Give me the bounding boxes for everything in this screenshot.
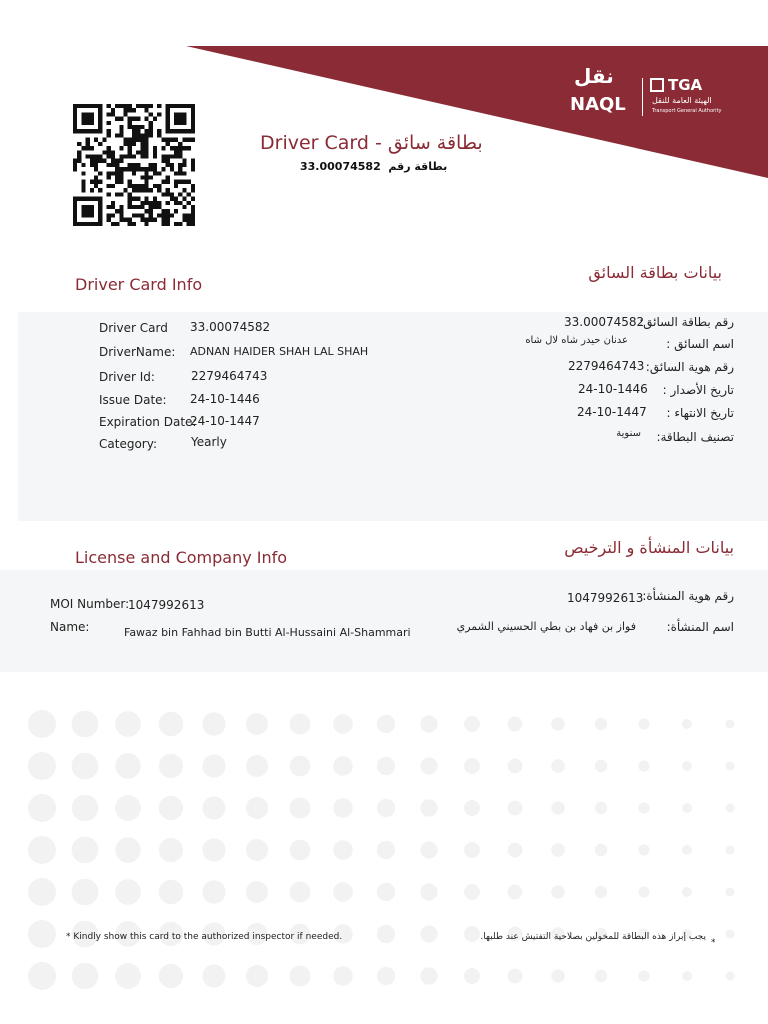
company-name-value-arabic: فواز بن فهاد بن بطي الحسيني الشمري: [456, 620, 636, 633]
field-label: Driver Id:: [99, 370, 155, 384]
background-dot-pattern: [0, 690, 768, 990]
field-value: 33.00074582: [190, 320, 271, 334]
company-name-value: Fawaz bin Fahhad bin Butti Al-Hussaini Al-Shammari: [124, 626, 411, 639]
field-value: 24-10-1446: [190, 392, 260, 406]
field-value-arabic: 24-10-1446: [578, 382, 648, 396]
naql-logo: NAQL: [570, 94, 626, 115]
footer-note: * Kindly show this card to the authorized inspector if needed.: [66, 932, 343, 942]
page-title: Driver Card - بطاقة سائق: [260, 132, 483, 154]
field-label: Category:: [99, 437, 157, 451]
field-value: 24-10-1447: [190, 414, 260, 428]
field-value: Yearly: [191, 435, 227, 449]
company-name-label-arabic: اسم المنشأة:: [666, 620, 734, 634]
footer-mark: *: [711, 938, 716, 948]
field-label-arabic: رقم بطاقة السائق:: [639, 315, 734, 329]
field-value-arabic: 2279464743: [568, 359, 645, 373]
field-value: ADNAN HAIDER SHAH LAL SHAH: [190, 345, 369, 358]
field-value-arabic: سنوية: [616, 428, 641, 439]
tga-logo: TGA: [668, 76, 703, 94]
field-label-arabic: اسم السائق :: [666, 337, 734, 351]
tga-emblem-icon: [650, 78, 664, 92]
tga-name-arabic: الهيئة العامة للنقل: [652, 96, 712, 105]
field-label-arabic: رقم هوية السائق:: [645, 360, 734, 374]
field-label-arabic: تصنيف البطاقة:: [656, 430, 734, 444]
logo-group: [570, 64, 730, 122]
field-label-arabic: تاريخ الأصدار :: [662, 383, 734, 397]
company-section-title: License and Company Info: [75, 548, 288, 567]
moi-number-value: 1047992613: [128, 598, 205, 612]
company-section-title-arabic: بيانات المنشأة و الترخيص: [564, 538, 734, 557]
field-label: DriverName:: [99, 345, 176, 359]
field-value-arabic: 24-10-1447: [577, 405, 647, 419]
card-number-label: بطاقة رقم: [388, 160, 448, 173]
card-number-value: 33.00074582: [300, 160, 381, 173]
field-value: 2279464743: [191, 369, 268, 383]
field-value-arabic: 33.00074582: [564, 315, 645, 329]
moi-number-value-arabic: 1047992613: [567, 591, 644, 605]
company-name-label: Name:: [50, 620, 90, 634]
driver-section-title: Driver Card Info: [75, 275, 203, 294]
field-label-arabic: تاريخ الانتهاء :: [666, 406, 734, 420]
logo-divider: [642, 78, 643, 116]
moi-number-label: MOI Number:: [50, 597, 130, 611]
field-label: Driver Card: [99, 321, 168, 335]
tga-name-english: Transport General Authority: [652, 108, 722, 114]
field-label: Expiration Date:: [99, 415, 197, 429]
naql-logo-arabic: نقل: [574, 64, 614, 88]
company-info-panel: [0, 570, 768, 672]
card-number-line: [300, 160, 447, 173]
moi-number-label-arabic: رقم هوية المنشأة:: [642, 589, 734, 603]
footer-note-arabic: يجب إبراز هذه البطاقة للمخولين بصلاحية التفتيش عند طلبها.: [480, 932, 706, 942]
field-value-arabic: عدنان حيدر شاه لال شاه: [525, 335, 628, 346]
driver-section-title-arabic: بيانات بطاقة السائق: [588, 263, 722, 282]
qr-code: [70, 104, 198, 226]
field-label: Issue Date:: [99, 393, 167, 407]
